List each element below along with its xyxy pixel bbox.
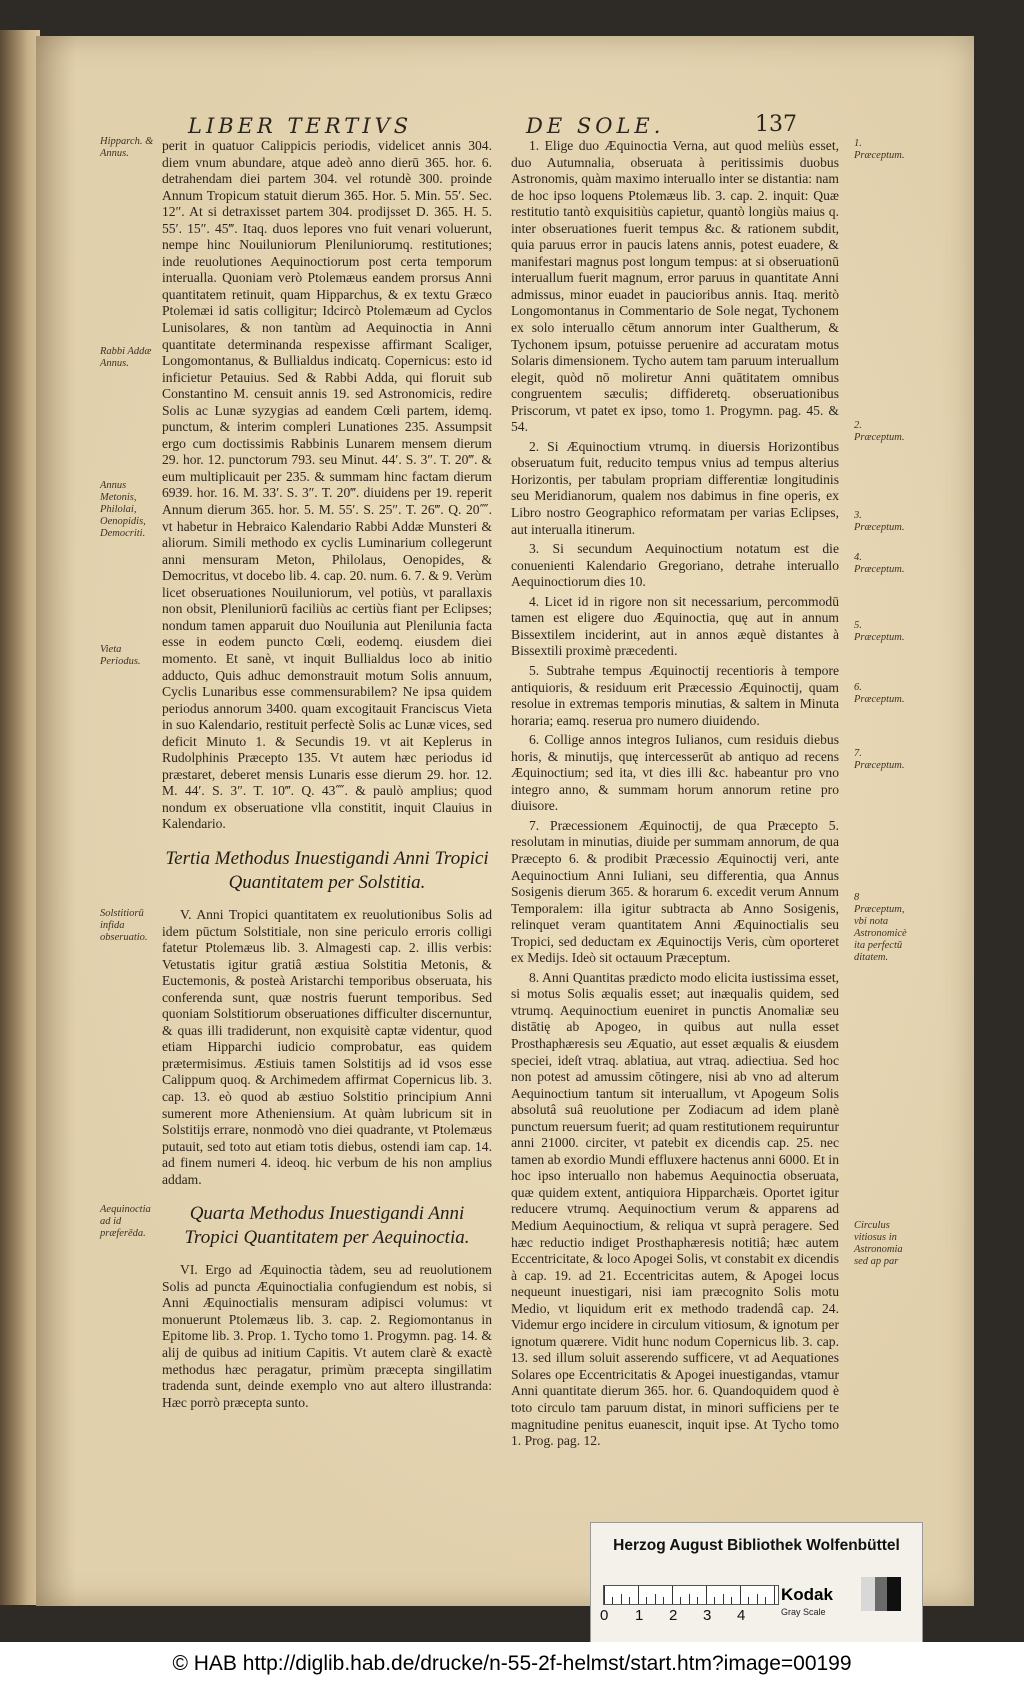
left-text-column <box>162 138 492 1414</box>
margin-note-precept-7: 7. Præceptum. <box>854 748 905 771</box>
precept-6: 6. Collige annos integros Iulianos, cum residuis diebus horis, & minutijs, quę intercesserūt ab antiquo ad recens Æquinoctium; sed ita, vt dies illi &c. habeantur pro vno integro anno, & summam horum annorum retine pro diuisore. <box>511 732 839 814</box>
page-number: 137 <box>755 112 797 137</box>
margin-note-solstitia: Solstitiorū infida obseruatio. <box>100 908 148 943</box>
margin-note-precept-3: 3. Præceptum. <box>854 510 905 533</box>
margin-note-precept-1: 1. Præceptum. <box>854 138 905 161</box>
margin-note-precept-2: 2. Præceptum. <box>854 420 905 443</box>
library-name: Herzog August Bibliothek Wolfenbüttel <box>613 1537 900 1554</box>
margin-note-precept-6: 6. Præceptum. <box>854 682 905 705</box>
copyright-url[interactable]: © HAB http://diglib.hab.de/drucke/n-55-2f-helmst/start.htm?image=00199 <box>172 1652 852 1675</box>
precept-2: 2. Si Æquinoctium vtrumq. in diuersis Horizontibus obseruatum fuit, reducito tempus vnius ad tempus alterius Horizontis, per tabulam propriam differentiæ longitudinis seu Meridianorum, qualem nos dabimus in fine operis, ex Libro nostro Geographico reformatam per varias Eclipses, aut interualla itinerum. <box>511 438 839 537</box>
gray-scale-label: Gray Scale <box>781 1607 826 1617</box>
margin-note-meton: Annus Metonis, Philolai, Oenopidis, Democriti. <box>100 480 146 539</box>
margin-note-hipparchus: Hipparch. & Annus. <box>100 136 154 159</box>
ruler-number: 4 <box>737 1607 746 1624</box>
library-scan-card <box>590 1522 923 1642</box>
ruler <box>603 1585 779 1605</box>
section-heading: Tertia Methodus Inuestigandi Anni Tropici Quantitatem per Solstitia. <box>165 847 489 893</box>
right-text-column <box>511 138 839 1453</box>
margin-note-circulus: Circulus vitiosus in Astronomia sed ap par <box>854 1220 903 1267</box>
precept-8: 8. Anni Quantitas prædicto modo elicita iustissima esset, si motus Solis æqualis esset; aut inæqualis quidem, sed vtrumq. Aequinoctium eueniret in punctis Anomaliæ seu distātię ab Apogeo, in quibus aut nulla esset Prosthaphæresis seu Æquatio, aut esset æqualis & eiusdem speciei, ideſt vtraq. ablatiua, aut vtraq. adiectiua. Sed hoc non potest ad amussim cōtingere, nisi ab vno ad alterum Aequinoctium tantum sit interuallum, vt Apogeum Solis absolutâ suâ reuolutione per Zodiacum ad idem planè punctum reuersum fuerit; ad quam restitutionem requiruntur anni 21000. circiter, vt patebit ex dicendis cap. 25. nec tamen ab exordio Mundi effluxere hactenus anni 6000. Et in hoc ipso interuallo non habemus Aequinoctia obseruata, quæ quidem extent, antiquiora Hipparchæis. Oportet igitur reducere vtrumq. Aequinoctium verum & apparens ad Medium Aequinoctium, & reliqua vt suprà peragere. Sed hæc reductio indiget Prosthaphæresis notitiâ; hæc autem Eccentricitate, & loco Apogei Solis, vt constabit ex dicendis à cap. 19. ad 21. Eccentricitas autem, & Apogei locus nequeunt inuestigari, nisi iam præcognito Solis motu Medio, vt liquidum erit ex methodo tradendâ cap. 24. Videmur ergo incidere in circulum vitiosum, & ignotum per ignotum quærere. Vidit hunc nodum Copernicus lib. 3. cap. 13. sed illum soluit asserendo sufficere, vt ad Aequationes Solares ope Eccentricitatis & Apogei inuestigandas, vtamur Anni quantitate dierum 365. hor. 6. Quandoquidem quod è toto circulo tam paruum distat, in minori sufficiens per te magnitudine penitus euanescit, inquit ipse. At Tycho tomo 1. Prog. pag. 12. <box>511 969 839 1449</box>
precept-7: 7. Præcessionem Æquinoctij, de qua Præcepto 5. resolutam in minutias, diuide per summam annorum, de qua Præcepto 6. & prodibit Præcessio Æquinoctij veri, ante Aequinoctium Anni Iuliani, seu differentia, qua Annus Sosigenis dierum 365. & horarum 6. excedit verum Annum Temporalem: illa igitur subtracta ab Anno Sosigenis, relinquet veram quantitatem Anni Æquinoctialis seu Tropici, sed deductam ex Æquinoctijs Veris, cùm oporteret ex Medijs. Ideò sit octauum Præceptum. <box>511 817 839 966</box>
margin-note-precept-8: 8 Præceptum, vbi nota Astronomicè ita perfectū ditatem. <box>854 892 907 963</box>
scale-strip <box>600 1573 909 1639</box>
precept-4: 4. Licet id in rigore non sit necessarium, percommodū tamen est eligere duo Æquinoctia, quę aut in annum Bissextilem inciderint, aut in annos æquè distantes à Bissextili proximè præcedenti. <box>511 593 839 659</box>
book-page <box>36 36 974 1606</box>
paragraph: perit in quatuor Calippicis periodis, videlicet annis 304. diem vnum abundare, atque adeò anno dierū 365. hor. 6. detrahendam diei partem 304. vel rotundè 300. proinde Annum Tropicum statuit dierum 365. Hor. 5. Min. 55′. Sec. 12″. At si detraxisset partem 304. prodijsset D. 365. H. 5. 55′. 15″. 45‴. Itaq. duos lepores vno fuit venari voluerunt, nempe hinc Nouiluniorum Pleniluniorumq. restitutiones; inde reuolutiones Aequinoctiorum post certa temporum interualla. Quoniam verò Ptolemæus eandem prorsus Anni quantitatem retinuit, quam Hipparchus, & ex textu Græco Ptolemæi id satis colligitur; Idcircò Ptolemæum ad Cyclos Lunisolares, & non tantùm ad Aequinoctia in Anni quantitate determinanda respexisse affirmant Scaliger, Longomontanus, & Bullialdus indicatq. Copernicus: esto id inficietur Petauius. Sed & Rabbi Adda, qui floruit sub Constantino M. censuit annis 19. sed Astronomicis, redire Solis ac Lunæ syzygias ad eandem Cœli partem, idemq. punctum, & interim compleri Lunationes 235. Assumpsit ergo cum doctissimis Rabbinis Lunarem mensem dierum 29. hor. 12. punctorum 793. seu Minut. 44′. S. 3″. T. 20‴. & eum multiplicauit per 235. & summam hinc factam dierum 6939. hor. 16. M. 33′. S. 3″. T. 20‴. diuidens per 19. reperit Annum dierum 365. hor. 5. M. 55′. S. 25″. T. 26‴. Q. 20⁗. vt habetur in Hebraico Kalendario Rabbi Addæ Munsteri & aliorum. Simili methodo ex cyclis Luminarium collegerunt anni mensuram Meton, Philolaus, Oenopides, & Democritus, vt docebo lib. 4. cap. 20. num. 6. 7. & 9. Verùm licet obseruationes Nouiluniorum, vel potiùs, vt parallaxis non obsit, Pleniluniorū faciliùs ac certiùs fiant per Eclipses; nondum tamen apparuit duo Nouilunia aut Plenilunia facta esse in eodem puncto Cœli, eodemq. eiusdem diei momento. Et sanè, vt inquit Bullialdus loco ab initio adducto, Quis adhuc demonstrauit motum Solis annuum, Cyclis Lunaribus esse commensurabilem? Ne ipsa quidem periodus annorum 3400. quam excogitauit Franciscus Vieta in suo Kalendario, restituit perfectè Solis ac Lunæ vices, sed deficit Minuto 1. & Secundis 19. vt ait Keplerus in Rudolphinis Præcepto 135. Vt autem hæc periodus id præstaret, deberet mensis Lunaris esse dierum 29. hor. 12. M. 44′. S. 3″. T. 10‴. Q. 43⁗. & paulò amplius; quod nondum ex obseruatione vlla constitit, inquit Clauius in Kalendario. <box>162 138 492 832</box>
margin-note-rabbi-adda: Rabbi Addæ Annus. <box>100 346 152 369</box>
ruler-number: 2 <box>669 1607 678 1624</box>
ruler-number: 0 <box>600 1607 609 1624</box>
running-head-left: LIBER TERTIVS <box>188 114 413 138</box>
kodak-label <box>781 1585 859 1617</box>
margin-note-precept-5: 5. Præceptum. <box>854 620 905 643</box>
precept-3: 3. Si secundum Aequinoctium notatum est die conuenienti Kalendario Gregoriano, detrahe interuallo Aequinoctiorum dies 10. <box>511 541 839 590</box>
book-edge <box>0 30 40 1605</box>
margin-note-aequinoctia: Aequinoctia ad id præferēda. <box>100 1204 151 1239</box>
footer-bar <box>0 1642 1024 1685</box>
kodak-logo: Kodak <box>781 1585 833 1604</box>
gray-scale-chip <box>861 1577 901 1611</box>
section-heading: Quarta Methodus Inuestigandi Anni Tropici Quantitatem per Aequinoctia. <box>184 1203 470 1249</box>
precept-5: 5. Subtrahe tempus Æquinoctij recentioris à tempore antiquioris, & residuum erit Præcessio Æquinoctij, quam resolue in extremas temporis minutias, & saltem in Minuta horaria; eamq. reserua pro numero diuidendo. <box>511 662 839 728</box>
margin-note-precept-4: 4. Præceptum. <box>854 552 905 575</box>
ruler-number: 1 <box>635 1607 644 1624</box>
paragraph: V. Anni Tropici quantitatem ex reuolutionibus Solis ad idem pūctum Solstitiale, non sine periculo erroris colligi fatetur Ptolemæus lib. 3. Almagesti cap. 2. illis verbis: Vetustatis igitur gratiâ æstiua Solstitia Metonis, & Euctemonis, & posteà Aristarchi temporibus obseruata, his conferenda sunt, quæ nostris fuerunt temporibus. Sed quoniam Solstitiorum obseruationes difficulter discernuntur, & quas illi tradiderunt, non exquisitè captæ videntur, quod etiam Hipparchi iudicio comprobatur, eas quidem prætermisimus. Æstiuis tamen Solstitijs ad id vsos esse Calippum quoq. & Archimedem affirmat Copernicus lib. 3. cap. 13. eò quod ab æstiuo Solstitio principium Anni sumerent more Atheniensium. At quàm lubricum sit in Solstitijs errare, nonmodò vno diei quadrante, vt Ptolemæus putauit, sed toto aut etiam totis diebus, ostendi iam cap. 14. ad finem numeri 4. ideoq. hic verbum de his non amplius addam. <box>162 906 492 1187</box>
precept-1: 1. Elige duo Æquinoctia Verna, aut quod meliùs esset, duo Autumnalia, obseruata à peritissimis duobus Astronomis, quàm maximo interuallo inter se distantia: nam de hoc ipso loquens Ptolemæus lib. 3. cap. 2. inquit: Quæ restitutio tantò exquisitiùs capietur, quantò longiùs maius q. inter obseruationes fuerit tempus &c. & rationem subdit, quia paruus error in paucis latens annis, potest euadere, & manifestari magnus post longum tempus: at si obseruationū interuallum fuerit magnum, error paruus in quantitate Anni admissus, minor euadet in paucioribus annis. Itaq. meritò Longomontanus in Commentario de Sole negat, Tychonem ex solo interuallo cētum annorum inter Gualtherum, & Tychonem ipsum, potuisse peruenire ad accuratam motus Solaris dimensionem. Tycho autem tam paruum interuallum elegit, quòd nō moliretur Anni quātitatem omnibus congruentem sæculis; diffideretq. obseruationibus Priscorum, vt patet ex ipso, tomo 1. Progymn. pag. 45. & 54. <box>511 138 839 435</box>
paragraph: VI. Ergo ad Æquinoctia tàdem, seu ad reuolutionem Solis ad puncta Æquinoctialia confugiendum est nobis, si Anni Æquinoctialis mensuram adipisci volumus: vt monuerunt Ptolemæus lib. 3. cap. 2. Regiomontanus in Epitome lib. 3. Prop. 1. Tycho tomo 1. Progymn. pag. 14. & alij de quibus ad initium Capitis. Vt autem clarè & exactè methodus hæc peragatur, primùm præcepta singillatim tradenda sunt, deinde exemplo vno aut altero illustranda: Hæc porrò præcepta sunto. <box>162 1262 492 1410</box>
running-head-right: DE SOLE. <box>526 114 665 138</box>
ruler-number: 3 <box>703 1607 712 1624</box>
margin-note-vieta: Vieta Periodus. <box>100 644 141 667</box>
